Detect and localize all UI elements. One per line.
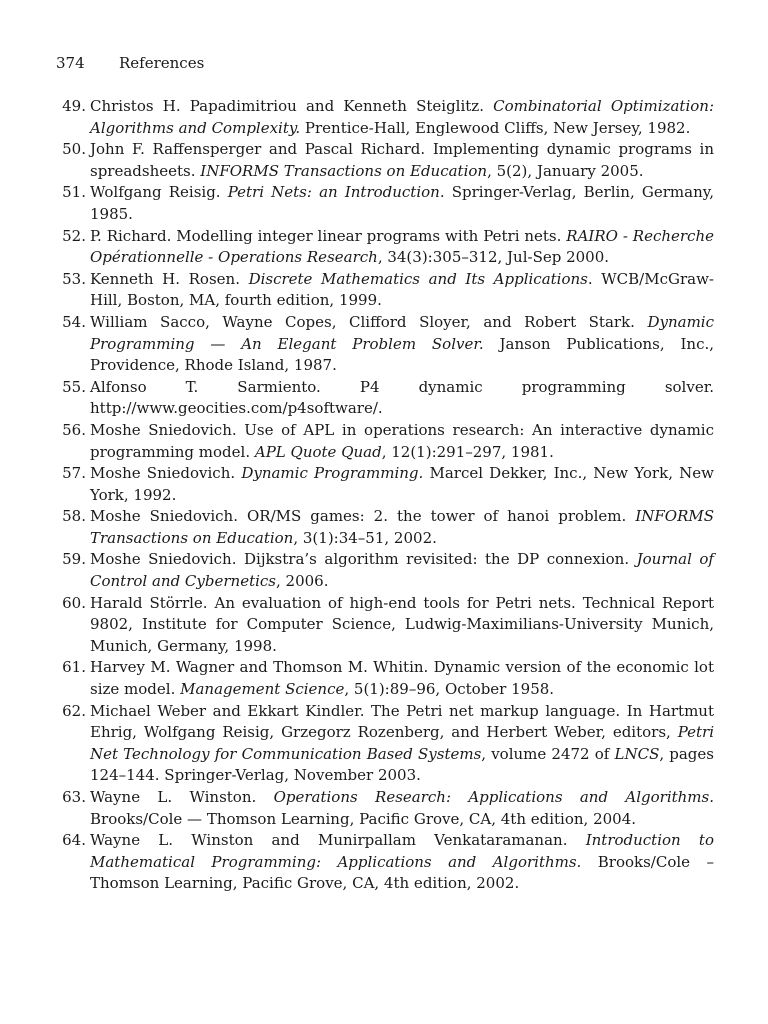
reference-entry xyxy=(56,182,714,225)
reference-text: Brooks/Cole – Thomson Learning, Pacific Grove, CA, 4th edition, 2002. xyxy=(90,852,714,893)
reference-number: 60. xyxy=(62,593,86,612)
reference-text: William Sacco, Wayne Copes, Clifford Sloyer, and Robert Stark. xyxy=(90,312,648,331)
reference-entry xyxy=(56,96,714,139)
reference-number: 63. xyxy=(62,788,86,806)
reference-text: Kenneth H. Rosen. xyxy=(90,269,249,288)
reference-italic-text: INFORMS Transactions on Education xyxy=(200,161,488,180)
reference-number: 54. xyxy=(62,312,86,331)
reference-text: , 34(3):305–312, Jul-Sep 2000. xyxy=(377,248,610,267)
reference-text: Wayne L. Winston. xyxy=(90,788,274,806)
reference-number: 53. xyxy=(62,269,86,288)
reference-entry xyxy=(56,420,714,463)
reference-entry xyxy=(56,506,714,549)
reference-text: Michael Weber and Ekkart Kindler. The Petri net markup language. In Hartmut Ehrig, Wolfgang Reisig, Grzegorz Rozenberg, and Herbert Weber, editors, xyxy=(90,701,714,742)
reference-number: 62. xyxy=(62,701,86,720)
reference-text: Moshe Sniedovich. OR/MS games: 2. the tower of hanoi problem. xyxy=(90,507,636,526)
reference-text: , volume 2472 of xyxy=(481,744,615,763)
running-head xyxy=(56,53,204,73)
reference-text: , 12(1):291–297, 1981. xyxy=(381,442,554,461)
reference-italic-text: Petri Net Technology for Communication Based Systems xyxy=(90,723,714,763)
reference-entry xyxy=(56,787,714,830)
reference-entry xyxy=(56,830,714,895)
reference-entry xyxy=(56,139,714,182)
reference-italic-text: Discrete Mathematics and Its Applications xyxy=(248,269,588,288)
reference-text: Brooks/Cole — Thomson Learning, Pacific Grove, CA, 4th edition, 2004. xyxy=(90,809,637,828)
reference-italic-text: LNCS xyxy=(614,744,660,763)
reference-number: 57. xyxy=(62,464,86,483)
reference-text: , 5(2), January 2005. xyxy=(487,161,644,180)
reference-entry xyxy=(56,269,714,312)
reference-text: Prentice-Hall, Englewood Cliffs, New Jersey, 1982. xyxy=(300,118,691,137)
reference-entry xyxy=(56,701,714,787)
page-number: 374 xyxy=(56,54,85,72)
reference-text: Harvey M. Wagner and Thomson M. Whitin. Dynamic version of the economic lot size model. xyxy=(90,658,714,699)
reference-entry xyxy=(56,377,714,420)
reference-italic-text: Journal of Control and Cybernetics xyxy=(90,550,714,591)
reference-text: John F. Raffensperger and Pascal Richard. Implementing dynamic programs in spreadsheets. xyxy=(90,140,714,180)
reference-text: Christos H. Papadimitriou and Kenneth Steiglitz. xyxy=(90,97,494,115)
reference-italic-text: Dynamic Programming — An Elegant Problem Solver. xyxy=(90,312,714,353)
reference-entry xyxy=(56,657,714,700)
reference-number: 52. xyxy=(62,226,86,245)
reference-text: , 2006. xyxy=(276,572,329,591)
reference-entry xyxy=(56,593,714,658)
section-title: References xyxy=(119,54,205,72)
reference-italic-text: Operations Research: Applications and Algorithms. xyxy=(273,788,714,806)
reference-italic-text: RAIRO - Recherche Opérationnelle - Operations Research xyxy=(90,226,714,267)
reference-text: Springer-Verlag, Berlin, Germany, 1985. xyxy=(90,183,714,223)
reference-text: Alfonso T. Sarmiento. P4 dynamic programming solver. http://www.geocities.com/p4software/. xyxy=(90,377,714,418)
reference-text: . WCB/McGraw-Hill, Boston, MA, fourth edition, 1999. xyxy=(90,269,714,310)
reference-text: , pages 124–144. Springer-Verlag, November 2003. xyxy=(90,744,714,785)
reference-text: , 3(1):34–51, 2002. xyxy=(293,528,437,547)
reference-number: 51. xyxy=(62,183,86,202)
reference-text: Moshe Sniedovich. Use of APL in operations research: An interactive dynamic programming model. xyxy=(90,420,714,461)
reference-text: Wolfgang Reisig. xyxy=(90,183,228,202)
reference-number: 55. xyxy=(62,377,86,396)
reference-number: 59. xyxy=(62,550,86,569)
reference-entry xyxy=(56,312,714,377)
reference-entry xyxy=(56,226,714,269)
reference-italic-text: Dynamic Programming. xyxy=(241,464,424,483)
reference-entry xyxy=(56,549,714,592)
reference-text: , 5(1):89–96, October 1958. xyxy=(344,680,555,699)
reference-number: 58. xyxy=(62,507,86,526)
reference-text: Harald Störrle. An evaluation of high-end tools for Petri nets. Technical Report 9802, Institute for Computer Science, Ludwig-Maximilians-University Munich, Munich, Germany, 1998. xyxy=(90,593,714,655)
reference-text: Wayne L. Winston and Munirpallam Venkataramanan. xyxy=(90,831,586,850)
reference-italic-text: Petri Nets: an Introduction. xyxy=(227,183,445,202)
reference-text: Moshe Sniedovich. xyxy=(90,464,242,483)
reference-number: 49. xyxy=(62,97,86,115)
reference-text: Marcel Dekker, Inc., New York, New York, 1992. xyxy=(90,464,714,504)
reference-list xyxy=(56,96,714,895)
reference-italic-text: INFORMS Transactions on Education xyxy=(90,507,714,547)
reference-number: 64. xyxy=(62,831,86,850)
reference-italic-text: APL Quote Quad xyxy=(254,442,382,461)
reference-italic-text: Combinatorial Optimization: Algorithms and Complexity. xyxy=(90,97,714,137)
reference-number: 50. xyxy=(62,140,86,159)
reference-text: Janson Publications, Inc., Providence, Rhode Island, 1987. xyxy=(90,334,715,375)
reference-number: 56. xyxy=(62,420,86,439)
reference-number: 61. xyxy=(62,658,86,677)
reference-italic-text: Management Science xyxy=(180,680,345,699)
reference-text: P. Richard. Modelling integer linear programs with Petri nets. xyxy=(90,226,567,245)
reference-text: Moshe Sniedovich. Dijkstra’s algorithm revisited: the DP connexion. xyxy=(90,550,637,569)
reference-entry xyxy=(56,463,714,506)
reference-italic-text: Introduction to Mathematical Programming: Applications and Algorithms. xyxy=(90,831,714,871)
